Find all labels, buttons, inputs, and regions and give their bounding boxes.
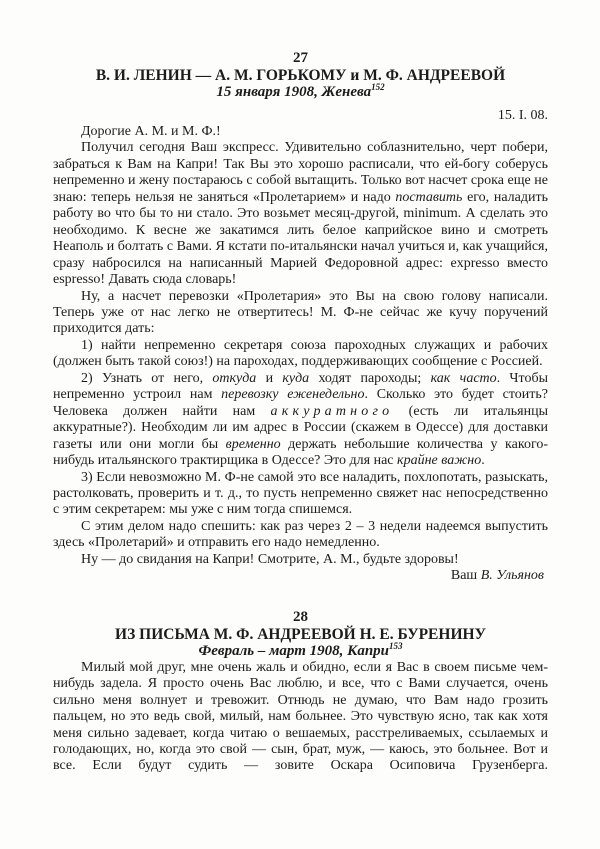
text-run: С этим делом надо спешить: как раз через 2 – 3 недели надеемся выпустить здесь «Пролетарий» и отправить его надо немедленно. bbox=[53, 518, 548, 551]
letter-body bbox=[53, 124, 548, 568]
paragraph bbox=[53, 660, 548, 775]
text-run: Милый мой друг, мне очень жаль и обидно, если я Вас в своем письме чем-нибудь задела. Я просто очень Вас люблю, и все, что с Вами случается, очень сильно меня волнует и тревожит. Отнюдь не думаю, что Вам надо грозить пальцем, но это ведь свой, милый, нам больнее. Это чувствую ясно, так как хотя меня сильно задевает, когда читаю о вешаемых, расстреливаемых, ссылаемых и голодающих, но, когда это свой — сын, брат, муж, — каюсь, это больнее. Вот и все. Если будут судить — зовите Оскара Осиповича Грузенберга. bbox=[53, 659, 548, 774]
text-run: Ну — до свидания на Капри! Смотрите, А. М., будьте здоровы! bbox=[81, 551, 459, 567]
text-run: Дорогие А. М. и М. Ф.! bbox=[81, 124, 221, 139]
letter-title: ИЗ ПИСЬМА М. Ф. АНДРЕЕВОЙ Н. Е. БУРЕНИНУ bbox=[115, 625, 486, 643]
paragraph bbox=[53, 470, 548, 519]
text-run: и bbox=[256, 370, 283, 386]
emphasized-text: временно bbox=[225, 436, 281, 452]
emphasized-text: В. Ульянов bbox=[480, 568, 544, 584]
letter-subtitle-text: Февраль – март 1908, Капри bbox=[198, 642, 390, 659]
emphasized-text: аккуратного bbox=[270, 403, 394, 419]
paragraph bbox=[53, 289, 548, 338]
emphasized-text: как часто bbox=[430, 370, 497, 386]
text-run: держать небольшие количества у какого-нибудь итальянского трактирщика в Одессе? Это для нас bbox=[53, 436, 548, 469]
letter-title: В. И. ЛЕНИН — А. М. ГОРЬКОМУ и М. Ф. АНДРЕЕВОЙ bbox=[95, 67, 506, 84]
text-run: . bbox=[481, 453, 485, 469]
text-run: Ваш bbox=[450, 568, 481, 584]
text-run: . Чтобы непременно устроил нам bbox=[53, 370, 548, 403]
letter-subtitle bbox=[53, 640, 548, 660]
emphasized-text: перевозку еженедельно bbox=[221, 387, 365, 403]
letter-number: 27 bbox=[293, 50, 308, 66]
letter-dateline: 15. I. 08. bbox=[497, 108, 548, 123]
text-run: Ну, а насчет перевозки «Пролетария» это Вы на свою голову написали. Теперь уже от нас легко не отвертитесь! М. Ф-не сейчас же кучу поручений приходится дать: bbox=[53, 288, 548, 337]
text-run: 3) Если невозможно М. Ф-не самой это все наладить, похлопотать, разыскать, растолковать, проверить и т. д., то пусть непременно свяжет нас непосредственно с этим секретарем: мы уже с ним тогда спишемся. bbox=[53, 469, 548, 518]
paragraph bbox=[53, 124, 548, 140]
letter-number: 28 bbox=[293, 608, 308, 625]
text-run: (есть ли итальянцы аккуратные?). Необходим ли им адрес в России (скажем в Одессе) для доставки газеты или они могли бы bbox=[53, 403, 548, 452]
paragraph bbox=[53, 371, 548, 470]
text-run: Получил сегодня Ваш экспресс. Удивительно соблазнительно, черт побери, забраться к Вам на Капри! Так Вы это хорошо расписали, что ей-богу соберусь непременно и жену постараюсь с собой вытащить. Только вот насчет срока еще не знаю: теперь нельзя не заняться «Пролетарием» и надо bbox=[53, 140, 548, 205]
paragraph bbox=[53, 140, 548, 288]
letter-28 bbox=[53, 609, 548, 775]
letter-27 bbox=[53, 50, 548, 585]
letter-body bbox=[53, 660, 548, 775]
emphasized-text: куда bbox=[282, 370, 310, 386]
text-run: 1) найти непременно секретаря союза пароходных служащих и рабочих (должен быть такой союз!) на пароходах, поддерживающих сообщение с Россией. bbox=[53, 337, 548, 370]
emphasized-text: крайне важно bbox=[397, 453, 482, 469]
paragraph bbox=[53, 519, 548, 552]
paragraph bbox=[53, 338, 548, 371]
emphasized-text: поставить bbox=[395, 189, 463, 205]
footnote-ref: 152 bbox=[371, 82, 385, 92]
letter-subtitle bbox=[53, 84, 548, 101]
letter-subtitle-text: 15 января 1908, Женева bbox=[216, 84, 372, 100]
letter-signature bbox=[53, 568, 548, 584]
paragraph bbox=[53, 552, 548, 568]
text-run: 2) Узнать от него, bbox=[81, 370, 213, 386]
text-run: его, наладить работу во что бы то ни стало. Это возьмет месяц-другой, minimum. А сделать это необходимо. К весне же закатимся лить белое каприйское вино и смотреть Неаполь и болтать с Вами. Я кстати по-итальянски начал учиться и, как учащийся, сразу набросился на написанный Марией Федоровной адрес: expresso вместо espresso! Давать сюда словарь! bbox=[53, 189, 548, 288]
footnote-ref: 153 bbox=[389, 640, 403, 651]
text-run: ходят пароходы; bbox=[309, 370, 431, 386]
text-run: . Сколько это будет стоить? Человека должен найти нам bbox=[53, 387, 548, 419]
emphasized-text: откуда bbox=[212, 370, 257, 386]
